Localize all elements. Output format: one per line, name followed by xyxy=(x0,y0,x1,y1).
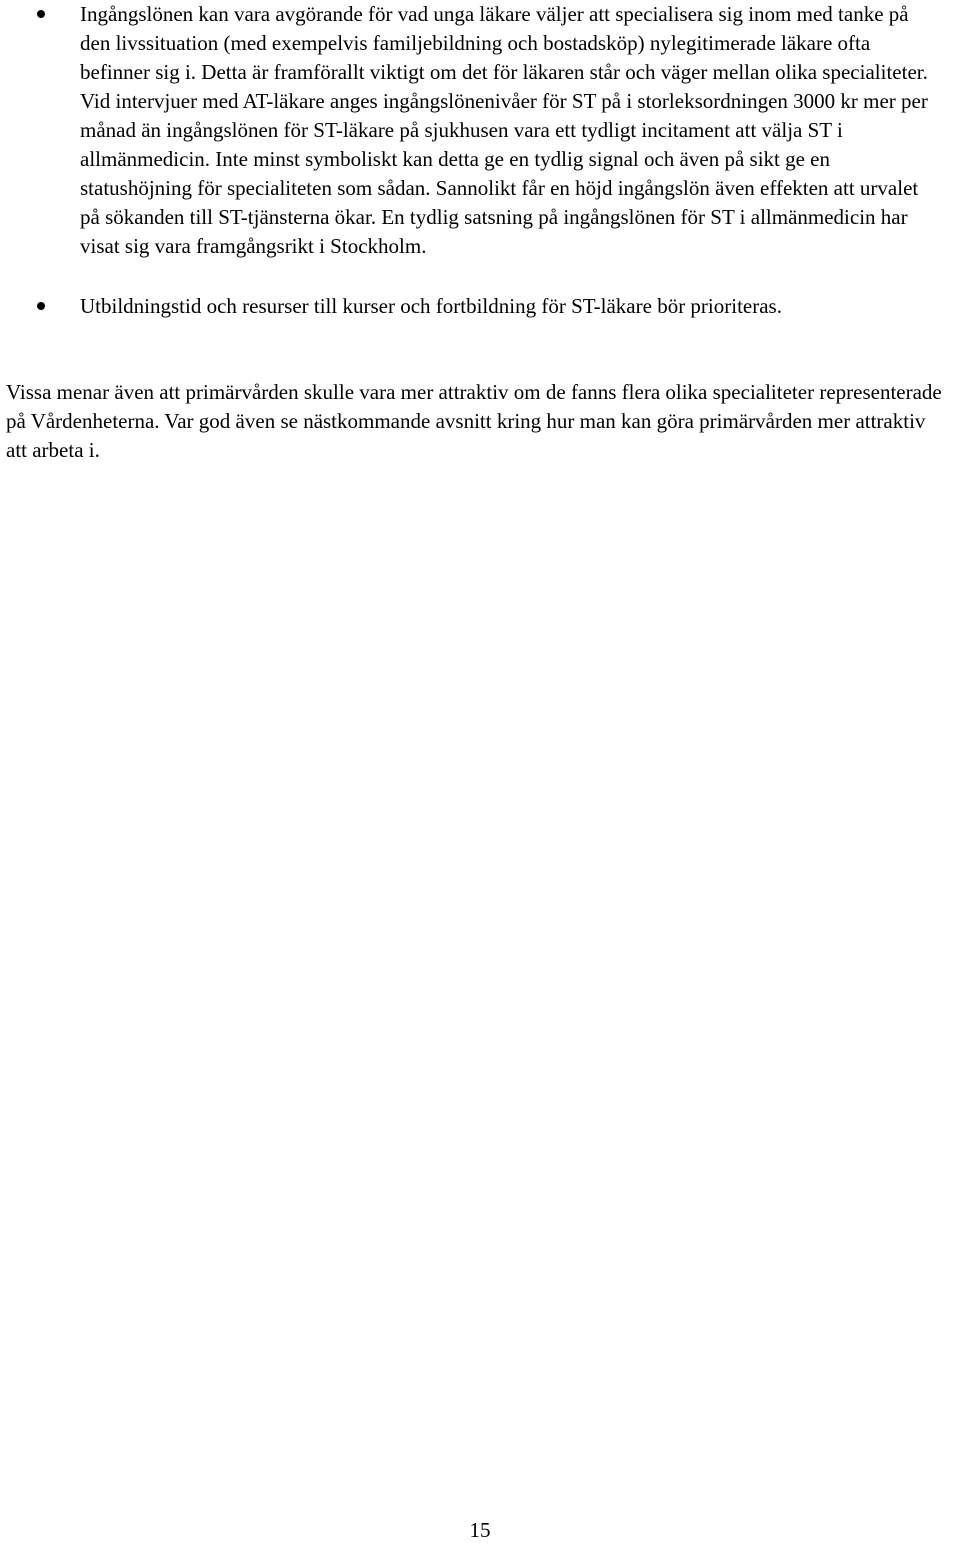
bullet-item-education xyxy=(0,292,960,321)
bullet-icon xyxy=(37,10,45,18)
bullet-text: Utbildningstid och resurser till kurser och fortbildning för ST-läkare bör prioriteras. xyxy=(80,294,782,318)
bullet-icon xyxy=(37,302,45,310)
bullet-list xyxy=(0,0,960,321)
bullet-text: Ingångslönen kan vara avgörande för vad unga läkare väljer att specialisera sig inom med tanke på den livssituation (med exempelvis familjebildning och bostadsköp) nylegitimerade läkare ofta befinner sig i. Detta är framförallt viktigt om det för läkaren står och väger mellan olika specialiteter. Vid intervjuer med AT-läkare anges ingångslönenivåer för ST på i storleksordningen 3000 kr mer per månad än ingångslönen för ST-läkare på sjukhusen vara ett tydligt incitament att välja ST i allmänmedicin. Inte minst symboliskt kan detta ge en tydlig signal och även på sikt ge en statushöjning för specialiteten som sådan. Sannolikt får en höjd ingångslön även effekten att urvalet på sökanden till ST-tjänsterna ökar. En tydlig satsning på ingångslönen för ST i allmänmedicin har visat sig vara framgångsrikt i Stockholm. xyxy=(80,2,928,258)
page-number: 15 xyxy=(469,1518,491,1542)
bullet-item-salary xyxy=(0,0,960,261)
body-paragraph: Vissa menar även att primärvården skulle vara mer attraktiv om de fanns flera olika specialiteter representerade på Vårdenheterna. Var god även se nästkommande avsnitt kring hur man kan göra primärvården mer attraktiv att arbeta i. xyxy=(6,380,942,462)
